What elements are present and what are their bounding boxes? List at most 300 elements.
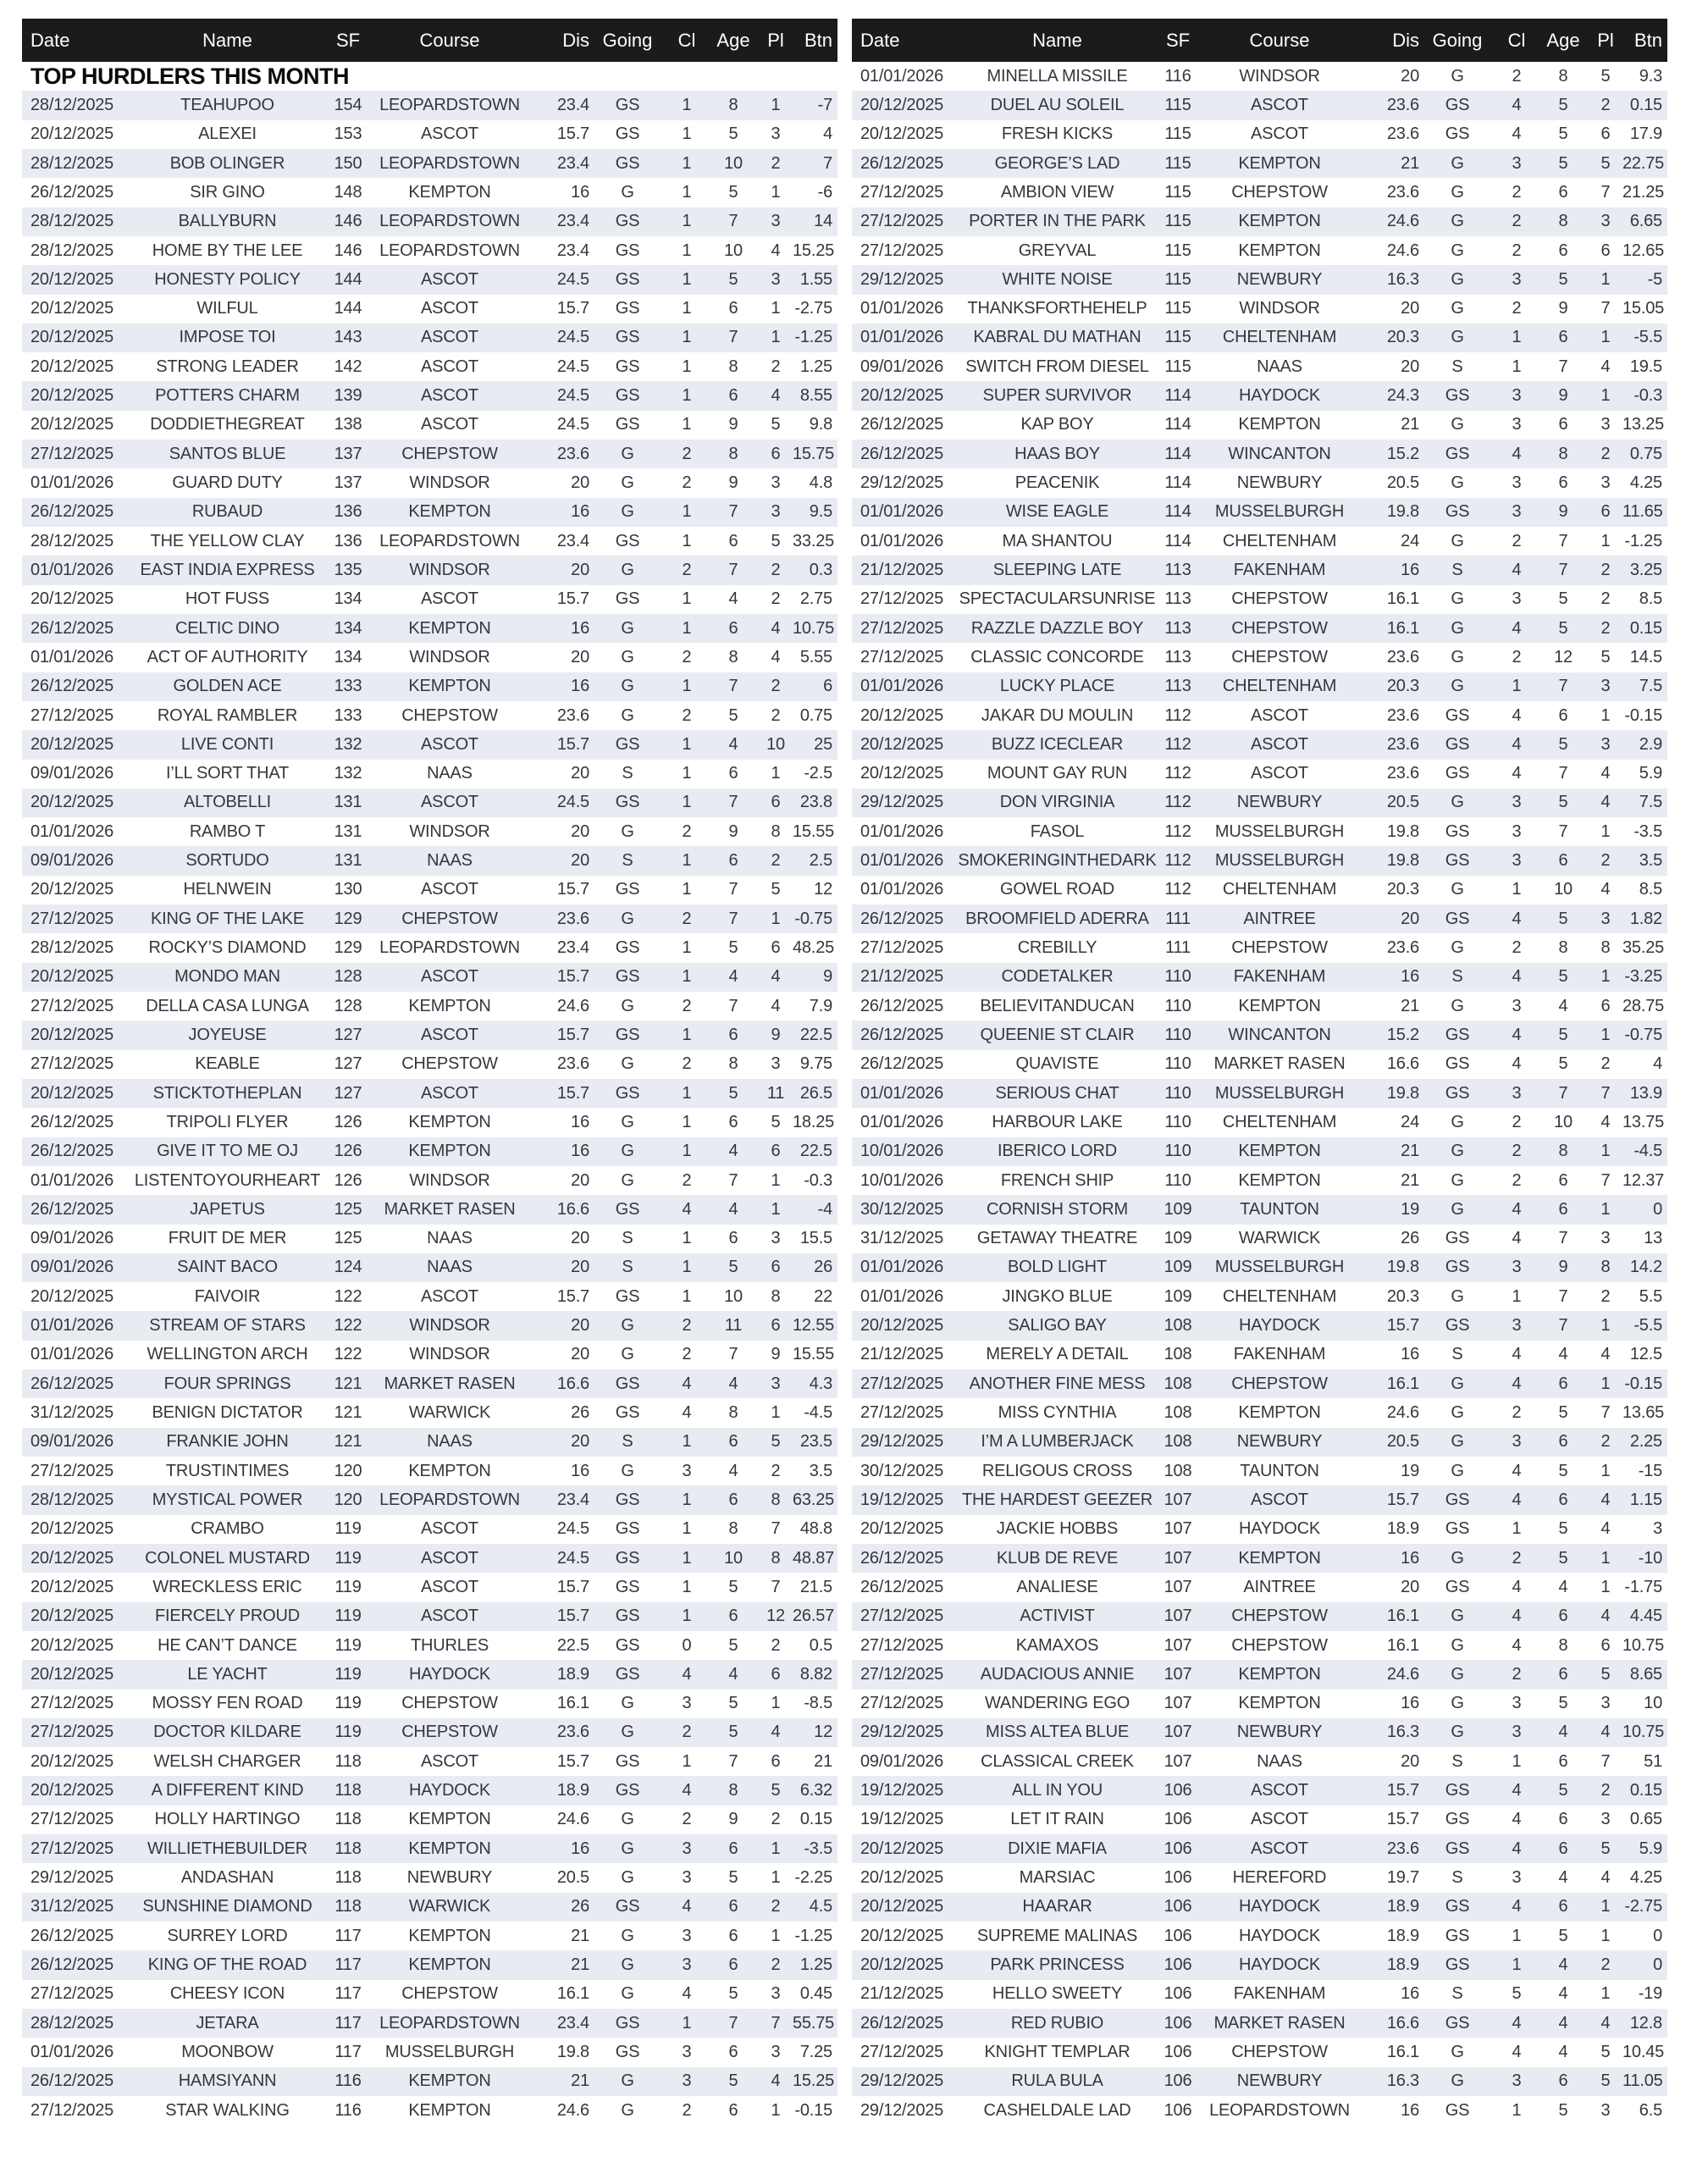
- cell-going: G: [1451, 531, 1464, 550]
- cell-dis: 20: [1401, 1751, 1419, 1771]
- table-row: [852, 381, 1667, 410]
- cell-course: ASCOT: [1251, 734, 1308, 754]
- cell-going: G: [621, 1810, 634, 1829]
- cell-cl: 4: [1512, 1781, 1522, 1800]
- table-row: [22, 1311, 837, 1340]
- cell-dis: 24: [1401, 1112, 1419, 1131]
- cell-pl: 8: [771, 1548, 781, 1568]
- cell-name: FIERCELY PROUD: [155, 1607, 300, 1626]
- cell-date: 27/12/2025: [860, 1664, 944, 1684]
- cell-btn: -6: [817, 182, 832, 202]
- cell-going: G: [1451, 1170, 1464, 1190]
- cell-age: 4: [728, 1142, 738, 1161]
- table-row: [22, 1195, 837, 1224]
- cell-pl: 5: [1600, 647, 1611, 666]
- cell-dis: 16: [1401, 1984, 1419, 2004]
- cell-pl: 6: [1600, 1635, 1611, 1655]
- cell-course: LEOPARDSTOWN: [379, 938, 520, 958]
- cell-cl: 4: [682, 1403, 692, 1423]
- cell-cl: 3: [682, 2042, 692, 2061]
- table-row: [22, 817, 837, 846]
- table-row: [852, 904, 1667, 933]
- cell-name: BROOMFIELD ADERRA: [965, 909, 1149, 928]
- cell-age: 6: [1558, 705, 1568, 725]
- cell-going: GS: [1445, 1229, 1470, 1248]
- table-row: [22, 963, 837, 992]
- cell-pl: 3: [771, 1054, 781, 1074]
- cell-cl: 4: [1512, 1461, 1522, 1480]
- cell-going: GS: [615, 328, 640, 347]
- cell-btn: 26.57: [793, 1607, 835, 1626]
- cell-age: 7: [1558, 677, 1568, 696]
- cell-going: GS: [615, 880, 640, 899]
- cell-going: GS: [1445, 1577, 1470, 1596]
- cell-age: 8: [1558, 212, 1568, 231]
- cell-date: 27/12/2025: [30, 1054, 114, 1074]
- cell-going: GS: [1445, 1025, 1470, 1044]
- table-row: [22, 643, 837, 672]
- cell-course: ASCOT: [421, 299, 478, 318]
- cell-name: HAARAR: [1022, 1897, 1092, 1916]
- cell-cl: 1: [682, 124, 692, 144]
- cell-btn: 8.65: [1629, 1664, 1662, 1684]
- cell-name: KAMAXOS: [1015, 1635, 1099, 1655]
- cell-cl: 2: [1512, 1548, 1522, 1568]
- cell-age: 5: [728, 2071, 738, 2091]
- cell-btn: 9.5: [809, 502, 832, 522]
- cell-dis: 20: [571, 560, 589, 579]
- cell-cl: 3: [1512, 1083, 1522, 1103]
- cell-date: 29/12/2025: [860, 269, 944, 289]
- cell-dis: 15.7: [556, 880, 589, 899]
- cell-going: S: [1451, 560, 1463, 579]
- cell-pl: 1: [1600, 705, 1611, 725]
- cell-name: KEABLE: [195, 1054, 260, 1074]
- cell-date: 20/12/2025: [30, 328, 114, 347]
- table-row: [22, 1573, 837, 1601]
- cell-dis: 16.3: [1386, 269, 1419, 289]
- cell-sf: 115: [1164, 328, 1191, 347]
- cell-age: 8: [1558, 938, 1568, 958]
- cell-btn: 11.05: [1622, 2071, 1663, 2091]
- cell-sf: 110: [1164, 967, 1191, 987]
- cell-going: G: [1451, 1694, 1464, 1713]
- cell-dis: 24.5: [556, 793, 589, 812]
- cell-sf: 106: [1164, 1781, 1192, 1800]
- cell-name: BUZZ ICECLEAR: [991, 734, 1124, 754]
- cell-sf: 133: [334, 677, 362, 696]
- table-row: [852, 1398, 1667, 1427]
- cell-sf: 132: [334, 734, 362, 754]
- cell-sf: 106: [1164, 1839, 1192, 1858]
- cell-going: G: [621, 502, 634, 522]
- cell-course: KEMPTON: [408, 996, 491, 1015]
- cell-date: 28/12/2025: [30, 95, 114, 114]
- cell-name: HARBOUR LAKE: [992, 1112, 1123, 1131]
- cell-btn: 12: [814, 880, 832, 899]
- cell-sf: 146: [334, 212, 362, 231]
- cell-sf: 135: [334, 560, 362, 579]
- cell-date: 27/12/2025: [860, 182, 944, 202]
- table-row: [22, 992, 837, 1020]
- cell-pl: 2: [1600, 95, 1611, 114]
- cell-sf: 131: [334, 793, 362, 812]
- cell-cl: 4: [1512, 1229, 1522, 1248]
- cell-date: 20/12/2025: [30, 269, 114, 289]
- cell-age: 11: [724, 1316, 743, 1336]
- cell-btn: 0.75: [1629, 444, 1662, 463]
- table-row: [852, 236, 1667, 265]
- cell-course: MUSSELBURGH: [384, 2042, 515, 2061]
- cell-course: KEMPTON: [1238, 153, 1321, 173]
- cell-age: 6: [728, 851, 738, 871]
- cell-btn: -4.5: [1633, 1142, 1662, 1161]
- table-row: [22, 1602, 837, 1631]
- cell-date: 26/12/2025: [860, 1577, 944, 1596]
- cell-cl: 3: [1512, 589, 1522, 609]
- cell-going: G: [621, 1142, 634, 1161]
- cell-dis: 16.1: [1386, 1635, 1419, 1655]
- table-row: [852, 876, 1667, 904]
- cell-pl: 7: [1600, 1083, 1611, 1103]
- cell-going: GS: [615, 124, 640, 144]
- cell-btn: 4: [823, 124, 832, 144]
- cell-pl: 1: [771, 1199, 781, 1219]
- cell-sf: 107: [1164, 1519, 1192, 1539]
- cell-course: NAAS: [1257, 1751, 1302, 1771]
- cell-cl: 4: [1512, 909, 1522, 928]
- cell-name: KING OF THE LAKE: [151, 909, 304, 928]
- cell-course: LEOPARDSTOWN: [379, 1490, 520, 1509]
- cell-going: GS: [615, 415, 640, 434]
- cell-cl: 2: [1512, 531, 1522, 550]
- cell-cl: 1: [682, 938, 692, 958]
- cell-dis: 23.6: [1386, 647, 1419, 666]
- cell-cl: 1: [682, 1490, 692, 1509]
- cell-dis: 18.9: [1386, 1519, 1419, 1539]
- cell-cl: 2: [1512, 212, 1522, 231]
- cell-age: 7: [1558, 357, 1568, 376]
- cell-cl: 4: [682, 1984, 692, 2004]
- cell-dis: 18.9: [1386, 1897, 1419, 1916]
- cell-btn: 2.9: [1639, 734, 1662, 754]
- table-row: [22, 1515, 837, 1544]
- cell-cl: 1: [682, 1548, 692, 1568]
- cell-going: GS: [1445, 1781, 1470, 1800]
- right-ratings-table: [852, 19, 1667, 2125]
- cell-btn: 10: [1644, 1694, 1662, 1713]
- cell-cl: 4: [682, 1781, 692, 1800]
- cell-age: 8: [728, 1403, 738, 1423]
- cell-name: HAMSIYANN: [178, 2071, 277, 2091]
- cell-btn: 15.75: [793, 444, 835, 463]
- cell-cl: 1: [682, 851, 692, 871]
- cell-dis: 16.3: [1386, 2071, 1419, 2091]
- cell-sf: 106: [1164, 1926, 1192, 1945]
- cell-pl: 1: [771, 328, 781, 347]
- cell-cl: 1: [1512, 1519, 1522, 1539]
- cell-pl: 2: [771, 1897, 781, 1916]
- cell-course: KEMPTON: [408, 1142, 491, 1161]
- cell-btn: 25: [814, 734, 832, 754]
- cell-cl: 4: [1512, 2013, 1522, 2032]
- cell-course: ASCOT: [421, 1548, 478, 1568]
- cell-dis: 19.8: [556, 2042, 589, 2061]
- cell-date: 20/12/2025: [30, 1664, 114, 1684]
- cell-course: CHEPSTOW: [1231, 647, 1328, 666]
- cell-cl: 1: [1512, 1286, 1522, 1306]
- cell-sf: 106: [1164, 2042, 1192, 2061]
- cell-going: G: [1451, 1664, 1464, 1684]
- cell-age: 10: [1554, 1112, 1573, 1131]
- cell-course: HEREFORD: [1232, 1868, 1327, 1888]
- cell-going: G: [1451, 269, 1464, 289]
- cell-going: G: [621, 1054, 634, 1074]
- table-row: [22, 1690, 837, 1718]
- cell-age: 8: [1558, 1142, 1568, 1161]
- cell-pl: 10: [766, 734, 785, 754]
- table-row: [22, 1544, 837, 1573]
- cell-btn: -5.5: [1633, 328, 1662, 347]
- cell-pl: 4: [771, 386, 781, 406]
- cell-sf: 110: [1164, 1112, 1191, 1131]
- cell-going: GS: [615, 1781, 640, 1800]
- cell-age: 5: [1558, 269, 1568, 289]
- cell-course: CHEPSTOW: [1231, 1607, 1328, 1626]
- cell-dis: 21: [1401, 1142, 1419, 1161]
- cell-name: MINELLA MISSILE: [987, 66, 1128, 86]
- cell-course: AINTREE: [1243, 1577, 1316, 1596]
- cell-going: G: [621, 560, 634, 579]
- cell-cl: 4: [1512, 1635, 1522, 1655]
- cell-dis: 20.5: [1386, 473, 1419, 493]
- cell-going: GS: [1445, 124, 1470, 144]
- cell-date: 20/12/2025: [860, 705, 944, 725]
- cell-cl: 1: [1512, 1926, 1522, 1945]
- cell-dis: 15.7: [556, 967, 589, 987]
- cell-btn: 7.5: [1639, 793, 1662, 812]
- cell-sf: 116: [334, 2100, 362, 2120]
- cell-going: G: [1451, 1723, 1464, 1742]
- cell-cl: 2: [682, 996, 692, 1015]
- cell-age: 7: [728, 1345, 738, 1364]
- cell-course: KEMPTON: [408, 1461, 491, 1480]
- table-row: [22, 701, 837, 730]
- cell-date: 26/12/2025: [30, 618, 114, 638]
- cell-dis: 19: [1401, 1199, 1419, 1219]
- cell-btn: -2.5: [804, 764, 832, 783]
- table-row: [852, 963, 1667, 992]
- cell-btn: 15.5: [799, 1229, 832, 1248]
- cell-age: 9: [1558, 502, 1568, 522]
- cell-sf: 128: [334, 996, 362, 1015]
- cell-age: 6: [1558, 1199, 1568, 1219]
- cell-dis: 24: [1401, 531, 1419, 550]
- cell-btn: 12.65: [1622, 241, 1665, 260]
- cell-name: DUEL AU SOLEIL: [990, 95, 1125, 114]
- cell-sf: 110: [1164, 1170, 1191, 1190]
- cell-date: 26/12/2025: [30, 1955, 114, 1974]
- cell-age: 8: [1558, 66, 1568, 86]
- cell-btn: 19.5: [1629, 357, 1662, 376]
- cell-sf: 118: [334, 1897, 362, 1916]
- cell-btn: 3.25: [1629, 560, 1662, 579]
- cell-date: 20/12/2025: [30, 880, 114, 899]
- cell-name: JETARA: [196, 2013, 259, 2032]
- cell-sf: 131: [334, 821, 362, 841]
- cell-dis: 24.6: [1386, 241, 1419, 260]
- cell-dis: 24.5: [556, 415, 589, 434]
- cell-course: WARWICK: [408, 1403, 491, 1423]
- cell-age: 10: [724, 241, 743, 260]
- cell-date: 26/12/2025: [860, 1025, 944, 1044]
- cell-btn: 22.5: [799, 1025, 832, 1044]
- cell-course: ASCOT: [421, 415, 478, 434]
- cell-course: WINDSOR: [409, 473, 490, 493]
- cell-pl: 4: [1600, 1490, 1611, 1509]
- cell-cl: 4: [1512, 1199, 1522, 1219]
- cell-name: FASOL: [1030, 821, 1085, 841]
- cell-name: HOT FUSS: [185, 589, 270, 609]
- cell-cl: 0: [682, 1635, 692, 1655]
- cell-sf: 109: [1164, 1229, 1192, 1248]
- cell-dis: 15.7: [556, 1286, 589, 1306]
- cell-going: GS: [615, 1519, 640, 1539]
- cell-pl: 2: [771, 1955, 781, 1974]
- cell-pl: 1: [1600, 1897, 1611, 1916]
- cell-age: 9: [728, 1810, 738, 1829]
- cell-dis: 22.5: [556, 1635, 589, 1655]
- column-header-going: Going: [1432, 29, 1483, 51]
- cell-name: STRONG LEADER: [156, 357, 299, 376]
- cell-age: 7: [1558, 1229, 1568, 1248]
- cell-sf: 115: [1164, 299, 1191, 318]
- cell-btn: 10.75: [1622, 1635, 1665, 1655]
- cell-age: 8: [728, 1519, 738, 1539]
- cell-date: 20/12/2025: [30, 734, 114, 754]
- cell-dis: 15.7: [556, 299, 589, 318]
- table-row: [852, 846, 1667, 875]
- cell-btn: 10.45: [1622, 2042, 1665, 2061]
- cell-sf: 131: [334, 851, 362, 871]
- cell-name: LISTENTOYOURHEART: [134, 1170, 321, 1190]
- cell-btn: 0.75: [799, 705, 832, 725]
- table-row: [852, 91, 1667, 119]
- column-header-age: Age: [716, 29, 750, 51]
- cell-age: 4: [1558, 1345, 1568, 1364]
- cell-going: GS: [1445, 1839, 1470, 1858]
- cell-pl: 6: [771, 793, 781, 812]
- cell-date: 20/12/2025: [30, 1519, 114, 1539]
- cell-name: DON VIRGINIA: [999, 793, 1115, 812]
- cell-course: ASCOT: [421, 357, 478, 376]
- cell-sf: 107: [1164, 1635, 1192, 1655]
- cell-pl: 4: [1600, 357, 1611, 376]
- cell-age: 5: [1558, 967, 1568, 987]
- cell-course: FAKENHAM: [1233, 1345, 1326, 1364]
- cell-date: 01/01/2026: [30, 560, 114, 579]
- cell-cl: 3: [682, 1461, 692, 1480]
- cell-date: 26/12/2025: [860, 415, 944, 434]
- cell-pl: 2: [1600, 444, 1611, 463]
- cell-age: 10: [724, 1548, 743, 1568]
- cell-cl: 3: [682, 1839, 692, 1858]
- table-row: [22, 352, 837, 381]
- cell-dis: 20.3: [1386, 328, 1419, 347]
- cell-btn: -2.75: [794, 299, 832, 318]
- cell-name: FAIVOIR: [194, 1286, 261, 1306]
- cell-btn: -19: [1638, 1984, 1662, 2004]
- cell-cl: 3: [682, 1694, 692, 1713]
- cell-name: WHITE NOISE: [1002, 269, 1113, 289]
- cell-course: CHEPSTOW: [401, 705, 498, 725]
- cell-going: G: [1451, 589, 1464, 609]
- cell-cl: 3: [1512, 153, 1522, 173]
- cell-date: 27/12/2025: [30, 1461, 114, 1480]
- cell-btn: -4: [817, 1199, 832, 1219]
- cell-sf: 126: [334, 1142, 362, 1161]
- cell-going: G: [1451, 793, 1464, 812]
- cell-pl: 1: [771, 95, 781, 114]
- cell-sf: 118: [334, 1781, 362, 1800]
- cell-name: SUNSHINE DIAMOND: [142, 1897, 312, 1916]
- cell-age: 9: [1558, 386, 1568, 406]
- cell-sf: 144: [334, 299, 362, 318]
- cell-sf: 106: [1164, 1984, 1192, 2004]
- cell-going: GS: [1445, 764, 1470, 783]
- cell-going: GS: [615, 1664, 640, 1684]
- cell-age: 6: [728, 1955, 738, 1974]
- cell-date: 20/12/2025: [30, 415, 114, 434]
- cell-date: 01/01/2026: [860, 328, 944, 347]
- cell-sf: 114: [1164, 473, 1191, 493]
- table-row: [852, 933, 1667, 962]
- cell-name: GOLDEN ACE: [173, 677, 282, 696]
- cell-sf: 112: [1164, 764, 1191, 783]
- cell-course: ASCOT: [1251, 1781, 1308, 1800]
- cell-btn: 21.5: [799, 1577, 832, 1596]
- cell-age: 6: [728, 1926, 738, 1945]
- column-header-pl: Pl: [1597, 29, 1614, 51]
- cell-name: STREAM OF STARS: [149, 1316, 306, 1336]
- cell-dis: 23.6: [1386, 734, 1419, 754]
- cell-btn: 1.82: [1629, 909, 1662, 928]
- cell-date: 27/12/2025: [30, 1723, 114, 1742]
- column-header-pl: Pl: [767, 29, 784, 51]
- table-row: [852, 207, 1667, 236]
- table-row: [852, 1776, 1667, 1805]
- cell-date: 29/12/2025: [860, 1432, 944, 1452]
- cell-going: GS: [615, 1199, 640, 1219]
- cell-age: 6: [728, 1839, 738, 1858]
- cell-date: 20/12/2025: [860, 1897, 944, 1916]
- cell-pl: 3: [1600, 734, 1611, 754]
- table-row: [852, 178, 1667, 207]
- cell-dis: 20: [571, 1432, 589, 1452]
- cell-btn: 0.3: [809, 560, 832, 579]
- cell-name: TRUSTINTIMES: [165, 1461, 290, 1480]
- cell-course: KEMPTON: [1238, 1664, 1321, 1684]
- cell-btn: 9.75: [799, 1054, 832, 1074]
- cell-name: CRAMBO: [191, 1519, 264, 1539]
- cell-sf: 107: [1164, 1664, 1192, 1684]
- cell-cl: 2: [682, 821, 692, 841]
- cell-course: ASCOT: [421, 1519, 478, 1539]
- cell-going: G: [1451, 1142, 1464, 1161]
- cell-pl: 2: [1600, 1054, 1611, 1074]
- cell-date: 27/12/2025: [860, 1694, 944, 1713]
- cell-pl: 4: [1600, 1868, 1611, 1888]
